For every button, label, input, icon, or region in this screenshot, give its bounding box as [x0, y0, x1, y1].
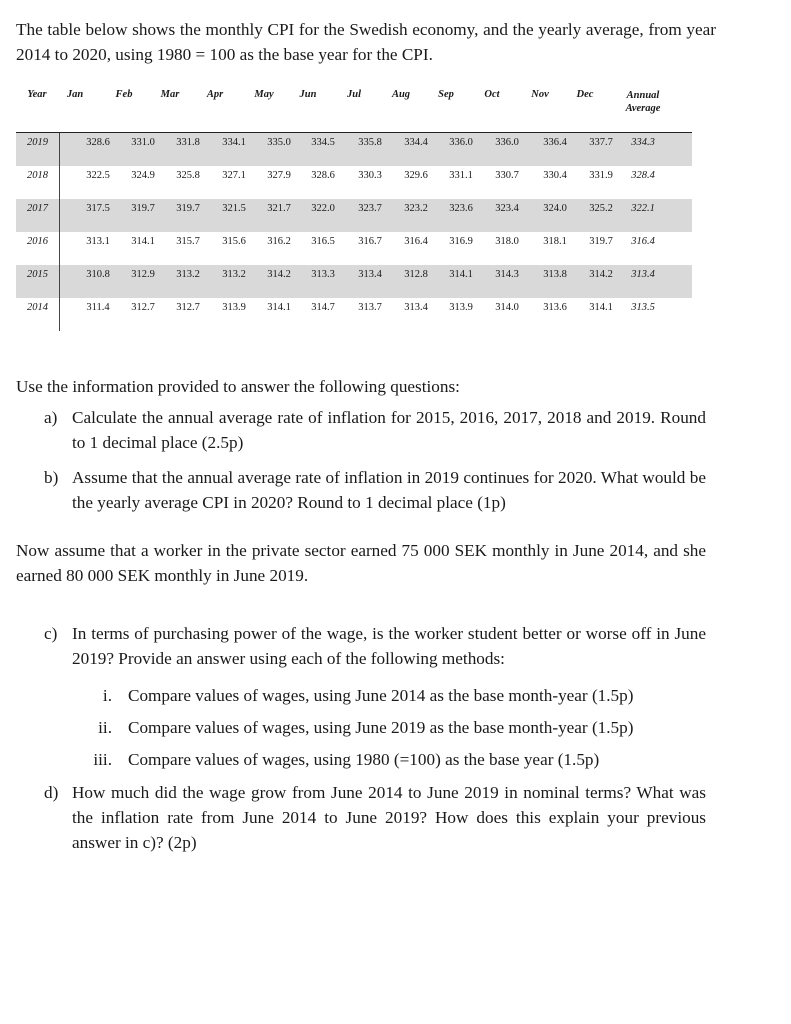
cpi-cell: 314.1: [449, 269, 473, 280]
header-jun: Jun: [299, 89, 317, 100]
cpi-cell: 313.4: [358, 269, 382, 280]
cpi-cell: 328.6: [86, 137, 110, 148]
cpi-cell: 322.5: [86, 170, 110, 181]
question-c-item-i: [102, 683, 634, 708]
question-c-item-i-text: Compare values of wages, using June 2014 as the base month-year (1.5p): [128, 686, 634, 705]
question-a: [44, 405, 706, 455]
header-jan: Jan: [66, 89, 84, 100]
header-aug: Aug: [391, 89, 411, 100]
question-c-item-ii: [98, 715, 634, 740]
cpi-cell: 330.7: [495, 170, 519, 181]
table-row: [16, 199, 692, 232]
cpi-table: [16, 84, 692, 331]
annual-average-cell: 313.4: [631, 269, 655, 280]
question-c-text: In terms of purchasing power of the wage, is the worker student better or worse off in June 2019? Provide an answer using each of the following methods:: [72, 624, 706, 668]
cpi-cell: 331.8: [176, 137, 200, 148]
cpi-cell: 314.1: [131, 236, 155, 247]
cpi-cell: 319.7: [589, 236, 613, 247]
cpi-cell: 314.1: [589, 302, 613, 313]
question-c-item-ii-num: ii.: [98, 718, 112, 737]
table-row: [16, 232, 692, 265]
cpi-cell: 330.4: [543, 170, 567, 181]
header-may: May: [254, 89, 274, 100]
cpi-cell: 334.5: [311, 137, 335, 148]
cpi-cell: 315.6: [222, 236, 246, 247]
cpi-cell: 323.6: [449, 203, 473, 214]
header-annual-average: [626, 89, 661, 115]
cpi-cell: 327.1: [222, 170, 246, 181]
question-b-text: Assume that the annual average rate of inflation in 2019 continues for 2020. What would be the yearly average CPI in 2020? Round to 1 decimal place (1p): [72, 468, 706, 512]
header-sep: Sep: [438, 89, 454, 100]
intro-paragraph: The table below shows the monthly CPI for the Swedish economy, and the yearly average, from year 2014 to 2020, using 1980 = 100 as the base year for the CPI.: [16, 20, 716, 64]
cpi-cell: 331.0: [131, 137, 155, 148]
cpi-cell: 336.4: [543, 137, 567, 148]
cpi-cell: 334.4: [404, 137, 428, 148]
header-jul: Jul: [346, 89, 362, 100]
annual-average-cell: 313.5: [631, 302, 655, 313]
header-apr: Apr: [206, 89, 224, 100]
header-nov: Nov: [531, 89, 549, 100]
question-c-label: c): [44, 624, 58, 643]
header-dec: Dec: [576, 89, 594, 100]
cpi-cell: 318.1: [543, 236, 567, 247]
cpi-cell: 313.3: [311, 269, 335, 280]
cpi-cell: 324.0: [543, 203, 567, 214]
header-oct: Oct: [484, 89, 500, 100]
cpi-cell: 316.5: [311, 236, 335, 247]
cpi-cell: 331.1: [449, 170, 473, 181]
cpi-cell: 313.2: [222, 269, 246, 280]
question-c-item-i-num: i.: [102, 686, 112, 705]
question-c-item-iii: [93, 747, 600, 772]
cpi-cell: 314.2: [267, 269, 291, 280]
row-year: 2018: [16, 166, 60, 199]
questions-intro: Use the information provided to answer the following questions:: [16, 377, 460, 396]
cpi-cell: 314.7: [311, 302, 335, 313]
cpi-cell: 319.7: [176, 203, 200, 214]
cpi-cell: 316.7: [358, 236, 382, 247]
cpi-cell: 312.7: [176, 302, 200, 313]
cpi-cell: 336.0: [449, 137, 473, 148]
cpi-cell: 322.0: [311, 203, 335, 214]
cpi-cell: 313.9: [449, 302, 473, 313]
question-c: [44, 621, 706, 671]
cpi-cell: 336.0: [495, 137, 519, 148]
table-row: [16, 133, 692, 166]
row-year: 2015: [16, 265, 60, 298]
cpi-cell: 313.4: [404, 302, 428, 313]
header-year: Year: [27, 89, 47, 100]
header-annual-line2: Average: [625, 103, 661, 114]
cpi-cell: 323.7: [358, 203, 382, 214]
question-a-label: a): [44, 408, 58, 427]
cpi-cell: 316.4: [404, 236, 428, 247]
cpi-cell: 316.9: [449, 236, 473, 247]
header-annual-line1: Annual: [626, 90, 660, 101]
cpi-cell: 321.7: [267, 203, 291, 214]
cpi-cell: 319.7: [131, 203, 155, 214]
question-c-item-iii-text: Compare values of wages, using 1980 (=100) as the base year (1.5p): [128, 750, 600, 769]
question-a-text: Calculate the annual average rate of inflation for 2015, 2016, 2017, 2018 and 2019. Round to 1 decimal place (2.5p): [72, 408, 706, 452]
row-year: 2019: [16, 133, 60, 166]
question-d-text: How much did the wage grow from June 2014 to June 2019 in nominal terms? What was the inflation rate from June 2014 to June 2019? How does this explain your previous answer in c)? (2p): [72, 783, 706, 852]
cpi-cell: 314.3: [495, 269, 519, 280]
cpi-cell: 321.5: [222, 203, 246, 214]
row-year: 2017: [16, 199, 60, 232]
cpi-cell: 316.2: [267, 236, 291, 247]
question-d-label: d): [44, 783, 59, 802]
cpi-cell: 314.2: [589, 269, 613, 280]
annual-average-cell: 334.3: [631, 137, 655, 148]
question-b-label: b): [44, 468, 59, 487]
cpi-cell: 313.9: [222, 302, 246, 313]
question-b: [44, 465, 706, 515]
cpi-cell: 331.9: [589, 170, 613, 181]
cpi-cell: 318.0: [495, 236, 519, 247]
cpi-cell: 337.7: [589, 137, 613, 148]
question-c-item-ii-text: Compare values of wages, using June 2019 as the base month-year (1.5p): [128, 718, 634, 737]
cpi-cell: 330.3: [358, 170, 382, 181]
cpi-cell: 314.0: [495, 302, 519, 313]
cpi-cell: 327.9: [267, 170, 291, 181]
cpi-cell: 312.8: [404, 269, 428, 280]
cpi-cell: 313.7: [358, 302, 382, 313]
annual-average-cell: 316.4: [631, 236, 655, 247]
table-row: [16, 265, 692, 298]
annual-average-cell: 322.1: [631, 203, 655, 214]
cpi-cell: 324.9: [131, 170, 155, 181]
cpi-cell: 325.8: [176, 170, 200, 181]
header-mar: Mar: [160, 89, 180, 100]
cpi-cell: 313.8: [543, 269, 567, 280]
table-body: [16, 133, 692, 331]
cpi-cell: 317.5: [86, 203, 110, 214]
cpi-cell: 335.8: [358, 137, 382, 148]
cpi-cell: 310.8: [86, 269, 110, 280]
cpi-cell: 323.4: [495, 203, 519, 214]
table-header: [16, 84, 692, 133]
cpi-cell: 314.1: [267, 302, 291, 313]
row-year: 2016: [16, 232, 60, 265]
question-d: [44, 780, 706, 855]
cpi-cell: 313.6: [543, 302, 567, 313]
row-year: 2014: [16, 298, 60, 331]
cpi-cell: 312.9: [131, 269, 155, 280]
cpi-cell: 323.2: [404, 203, 428, 214]
annual-average-cell: 328.4: [631, 170, 655, 181]
table-row: [16, 298, 692, 331]
cpi-cell: 311.4: [86, 302, 110, 313]
question-c-item-iii-num: iii.: [93, 750, 112, 769]
cpi-cell: 334.1: [222, 137, 246, 148]
cpi-cell: 313.2: [176, 269, 200, 280]
header-feb: Feb: [115, 89, 133, 100]
table-row: [16, 166, 692, 199]
cpi-cell: 315.7: [176, 236, 200, 247]
cpi-cell: 313.1: [86, 236, 110, 247]
cpi-cell: 328.6: [311, 170, 335, 181]
cpi-cell: 325.2: [589, 203, 613, 214]
cpi-cell: 335.0: [267, 137, 291, 148]
worker-paragraph: Now assume that a worker in the private sector earned 75 000 SEK monthly in June 2014, and she earned 80 000 SEK monthly in June 2019.: [16, 541, 706, 585]
cpi-cell: 312.7: [131, 302, 155, 313]
cpi-cell: 329.6: [404, 170, 428, 181]
